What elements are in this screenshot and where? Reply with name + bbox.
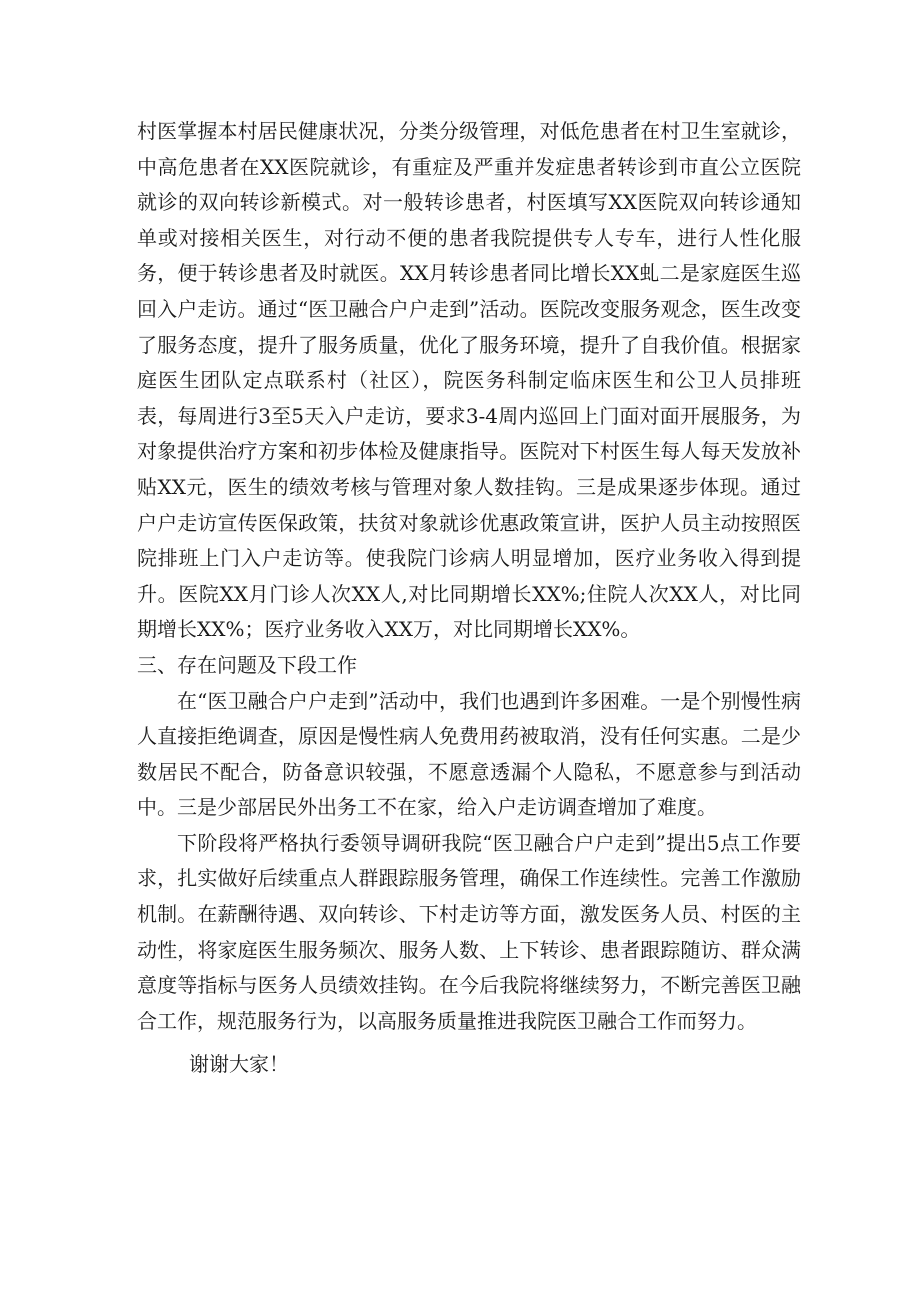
paragraph-problems: 在“医卫融合户户走到”活动中，我们也遇到许多困难。一是个别慢性病人直接拒绝调查，原因是慢性病人免费用药被取消，没有任何实惠。二是少数居民不配合，防备意识较强，不愿意透漏个人隐私，不愿意参与到活动中。三是少部居民外出务工不在家，给入户走访调查增加了难度。 xyxy=(137,688,801,820)
closing-remark: 谢谢大家！ xyxy=(189,1052,289,1077)
paragraph-next-steps: 下阶段将严格执行委领导调研我院“医卫融合户户走到”提出5点工作要求，扎实做好后续重点人群跟踪服务管理，确保工作连续性。完善工作激励机制。在薪酬待遇、双向转诊、下村走访等方面，激发医务人员、村医的主动性，将家庭医生服务频次、服务人数、上下转诊、患者跟踪随访、群众满意度等指标与医务人员绩效挂钩。在今后我院将继续努力，不断完善医卫融合工作，规范服务行为，以高服务质量推进我院医卫融合工作而努力。 xyxy=(137,830,801,1033)
section-heading: 三、存在问题及下段工作 xyxy=(137,652,357,677)
document-body xyxy=(137,114,801,1083)
paragraph-continuation: 村医掌握本村居民健康状况，分类分级管理，对低危患者在村卫生室就诊，中高危患者在XX医院就诊，有重症及严重并发症患者转诊到市直公立医院就诊的双向转诊新模式。对一般转诊患者，村医填写XX医院双向转诊通知单或对接相关医生，对行动不便的患者我院提供专人专车，进行人性化服务，便于转诊患者及时就医。XX月转诊患者同比增长XX虬二是家庭医生巡回入户走访。通过“医卫融合户户走到”活动。医院改变服务观念，医生改变了服务态度，提升了服务质量，优化了服务环境，提升了自我价值。根据家庭医生团队定点联系村（社区），院医务科制定临床医生和公卫人员排班表，每周进行3至5天入户走访，要求3-4周内巡回上门面对面开展服务，为对象提供治疗方案和初步体检及健康指导。医院对下村医生每人每天发放补贴XX元，医生的绩效考核与管理对象人数挂钩。三是成果逐步体现。通过户户走访宣传医保政策，扶贫对象就诊优惠政策宣讲，医护人员主动按照医院排班上门入户走访等。使我院门诊病人明显增加，医疗业务收入得到提升。医院XX月门诊人次XX人,对比同期增长XX%;住院人次XX人，对比同期增长XX%；医疗业务收入XX万，对比同期增长XX%。 xyxy=(137,119,801,642)
